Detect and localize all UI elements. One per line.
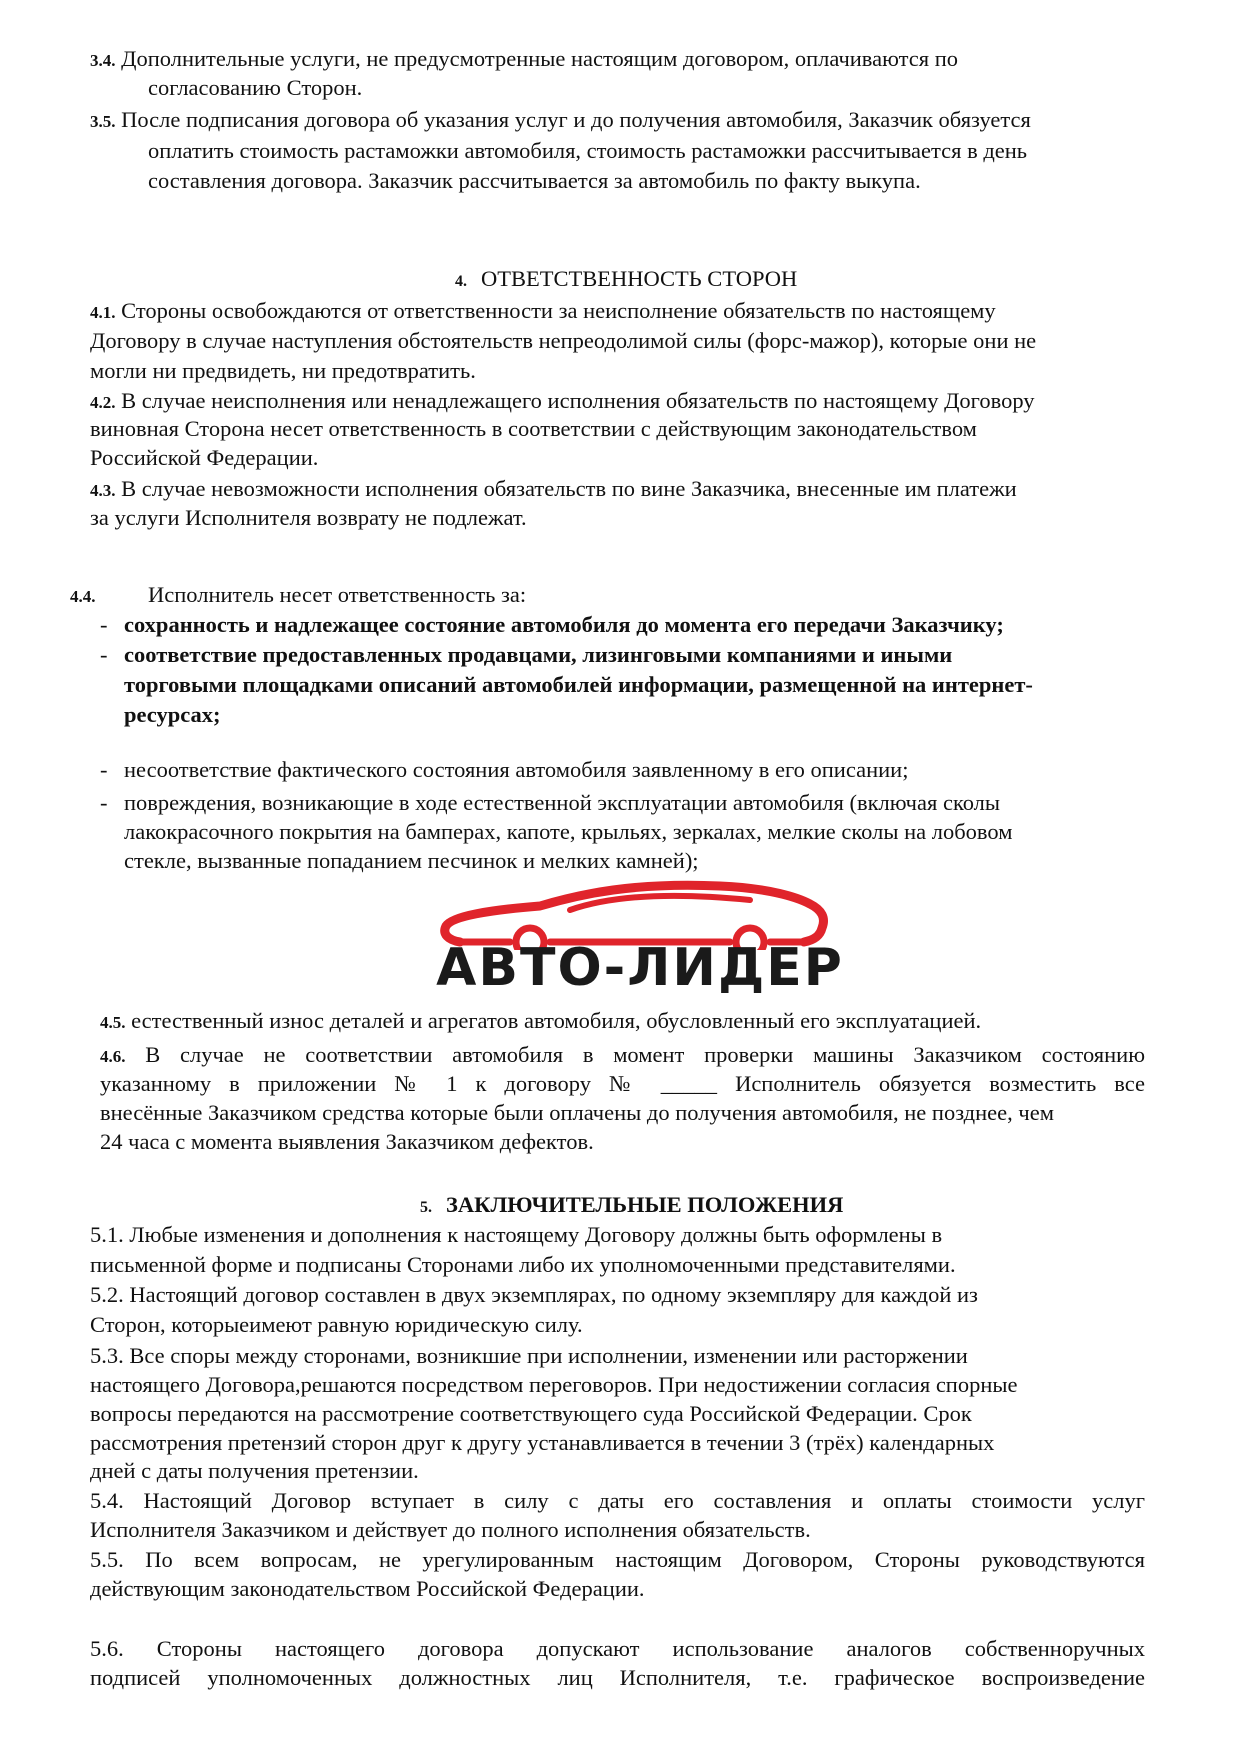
clause-5-3-line-4: рассмотрения претензий сторон друг к другу устанавливается в течении 3 (трёх) календарных (90, 1430, 995, 1455)
clause-5-3-line-3: вопросы передаются на рассмотрение соответствующего суда Российской Федерации. Срок (90, 1401, 972, 1426)
clause-5-5-line-1: 5.5. По всем вопросам, не урегулированным настоящим Договором, Стороны руководствуются (90, 1547, 1145, 1572)
logo-text: АВТО-ЛИДЕР (436, 938, 844, 998)
clause-5-6-line-2: подписей уполномоченных должностных лиц Исполнителя, т.е. графическое воспроизведение (90, 1665, 1145, 1690)
clause-5-5-line-2: действующим законодательством Российской Федерации. (90, 1576, 645, 1601)
clause-5-3-line-1: 5.3. Все споры между сторонами, возникшие при исполнении, изменении или расторжении (90, 1343, 968, 1368)
bullet-dash: - (100, 612, 108, 637)
clause-number: 4.2. (90, 393, 116, 412)
clause-number: 4.4. (70, 587, 96, 606)
clause-4-5: 4.5. естественный износ деталей и агрегатов автомобиля, обусловленный его эксплуатацией. (100, 1008, 982, 1033)
bullet-dash: - (100, 790, 108, 815)
clause-3-5-line-1: 3.5. После подписания договора об указания услуг и до получения автомобиля, Заказчик обязуется (90, 107, 1031, 132)
clause-4-4-bullet-4-line-2: лакокрасочного покрытия на бамперах, капоте, крыльях, зеркалах, мелкие сколы на лобовом (124, 819, 1013, 844)
clause-4-4-bullet-2-line-2: торговыми площадками описаний автомобилей информации, размещенной на интернет- (124, 672, 1033, 697)
clause-3-5-line-2: оплатить стоимость растаможки автомобиля, стоимость растаможки рассчитывается в день (148, 138, 1028, 163)
section-4-heading: 4. ОТВЕТСТВЕННОСТЬ СТОРОН (455, 266, 798, 291)
clause-number: 4.5. (100, 1013, 126, 1032)
clause-number: 3.5. (90, 112, 116, 131)
clause-5-4-line-2: Исполнителя Заказчиком и действует до полного исполнения обязательств. (90, 1517, 811, 1542)
clause-4-3-line-2: за услуги Исполнителя возврату не подлежат. (90, 505, 527, 530)
clause-5-4-line-1: 5.4. Настоящий Договор вступает в силу с даты его составления и оплаты стоимости услуг (90, 1488, 1145, 1513)
clause-3-4-line-1: 3.4. Дополнительные услуги, не предусмотренные настоящим договором, оплачиваются по (90, 46, 958, 71)
clause-number: 3.4. (90, 51, 116, 70)
clause-5-3-line-2: настоящего Договора,решаются посредством переговоров. При недостижении согласия спорные (90, 1372, 1018, 1397)
clause-4-1-line-3: могли ни предвидеть, ни предотвратить. (90, 358, 476, 383)
bullet-dash: - (100, 642, 108, 667)
section-5-heading: 5. ЗАКЛЮЧИТЕЛЬНЫЕ ПОЛОЖЕНИЯ (420, 1192, 844, 1217)
clause-number: 4.6. (100, 1047, 126, 1066)
clause-4-4-bullet-2-line-1: соответствие предоставленных продавцами, лизинговыми компаниями и иными (124, 642, 953, 667)
clause-5-1-line-1: 5.1. Любые изменения и дополнения к настоящему Договору должны быть оформлены в (90, 1222, 943, 1247)
clause-4-2-line-2: виновная Сторона несет ответственность в соответствии с действующим законодательством (90, 416, 977, 441)
clause-4-6-line-1: 4.6. В случае не соответствии автомобиля в момент проверки машины Заказчиком состоянию (100, 1042, 1146, 1067)
company-logo (420, 880, 860, 1005)
clause-4-1-line-1: 4.1. Стороны освобождаются от ответственности за неисполнение обязательств по настоящему (90, 298, 996, 323)
clause-number: 4.3. (90, 481, 116, 500)
clause-4-6-line-3: внесённые Заказчиком средства которые были оплачены до получения автомобиля, не позднее, чем (100, 1100, 1054, 1125)
clause-4-4-bullet-3: несоответствие фактического состояния автомобиля заявленному в его описании; (124, 757, 909, 782)
clause-4-3-line-1: 4.3. В случае невозможности исполнения обязательств по вине Заказчика, внесенные им платежи (90, 476, 1017, 501)
clause-4-4-bullet-4-line-1: повреждения, возникающие в ходе естественной эксплуатации автомобиля (включая сколы (124, 790, 1001, 815)
clause-4-4-bullet-4-line-3: стекле, вызванные попаданием песчинок и мелких камней); (124, 848, 699, 873)
clause-4-2-line-1: 4.2. В случае неисполнения или ненадлежащего исполнения обязательств по настоящему Договору (90, 388, 1035, 413)
clause-5-2-line-1: 5.2. Настоящий договор составлен в двух экземплярах, по одному экземпляру для каждой из (90, 1282, 978, 1307)
clause-5-3-line-5: дней с даты получения претензии. (90, 1458, 419, 1483)
clause-4-6-line-2: указанному в приложении № 1 к договору № _____ Исполнитель обязуется возместить все (100, 1071, 1145, 1096)
clause-3-4-line-2: согласованию Сторон. (148, 75, 363, 100)
clause-5-1-line-2: письменной форме и подписаны Сторонами либо их уполномоченными представителями. (90, 1252, 956, 1277)
clause-4-4-bullet-2-line-3: ресурсах; (124, 702, 221, 727)
clause-number: 4.1. (90, 303, 116, 322)
clause-4-4-bullet-1: сохранность и надлежащее состояние автомобиля до момента его передачи Заказчику; (124, 612, 1004, 637)
clause-4-6-line-4: 24 часа с момента выявления Заказчиком дефектов. (100, 1129, 594, 1154)
clause-4-1-line-2: Договору в случае наступления обстоятельств непреодолимой силы (форс-мажор), которые они не (90, 328, 1037, 353)
clause-4-4-intro: 4.4. Исполнитель несет ответственность за: (70, 580, 526, 612)
clause-5-6-line-1: 5.6. Стороны настоящего договора допускают использование аналогов собственноручных (90, 1636, 1145, 1661)
bullet-dash: - (100, 757, 108, 782)
clause-5-2-line-2: Сторон, которыеимеют равную юридическую силу. (90, 1312, 583, 1337)
clause-3-5-line-3: составления договора. Заказчик рассчитывается за автомобиль по факту выкупа. (148, 168, 921, 193)
clause-4-2-line-3: Российской Федерации. (90, 445, 319, 470)
